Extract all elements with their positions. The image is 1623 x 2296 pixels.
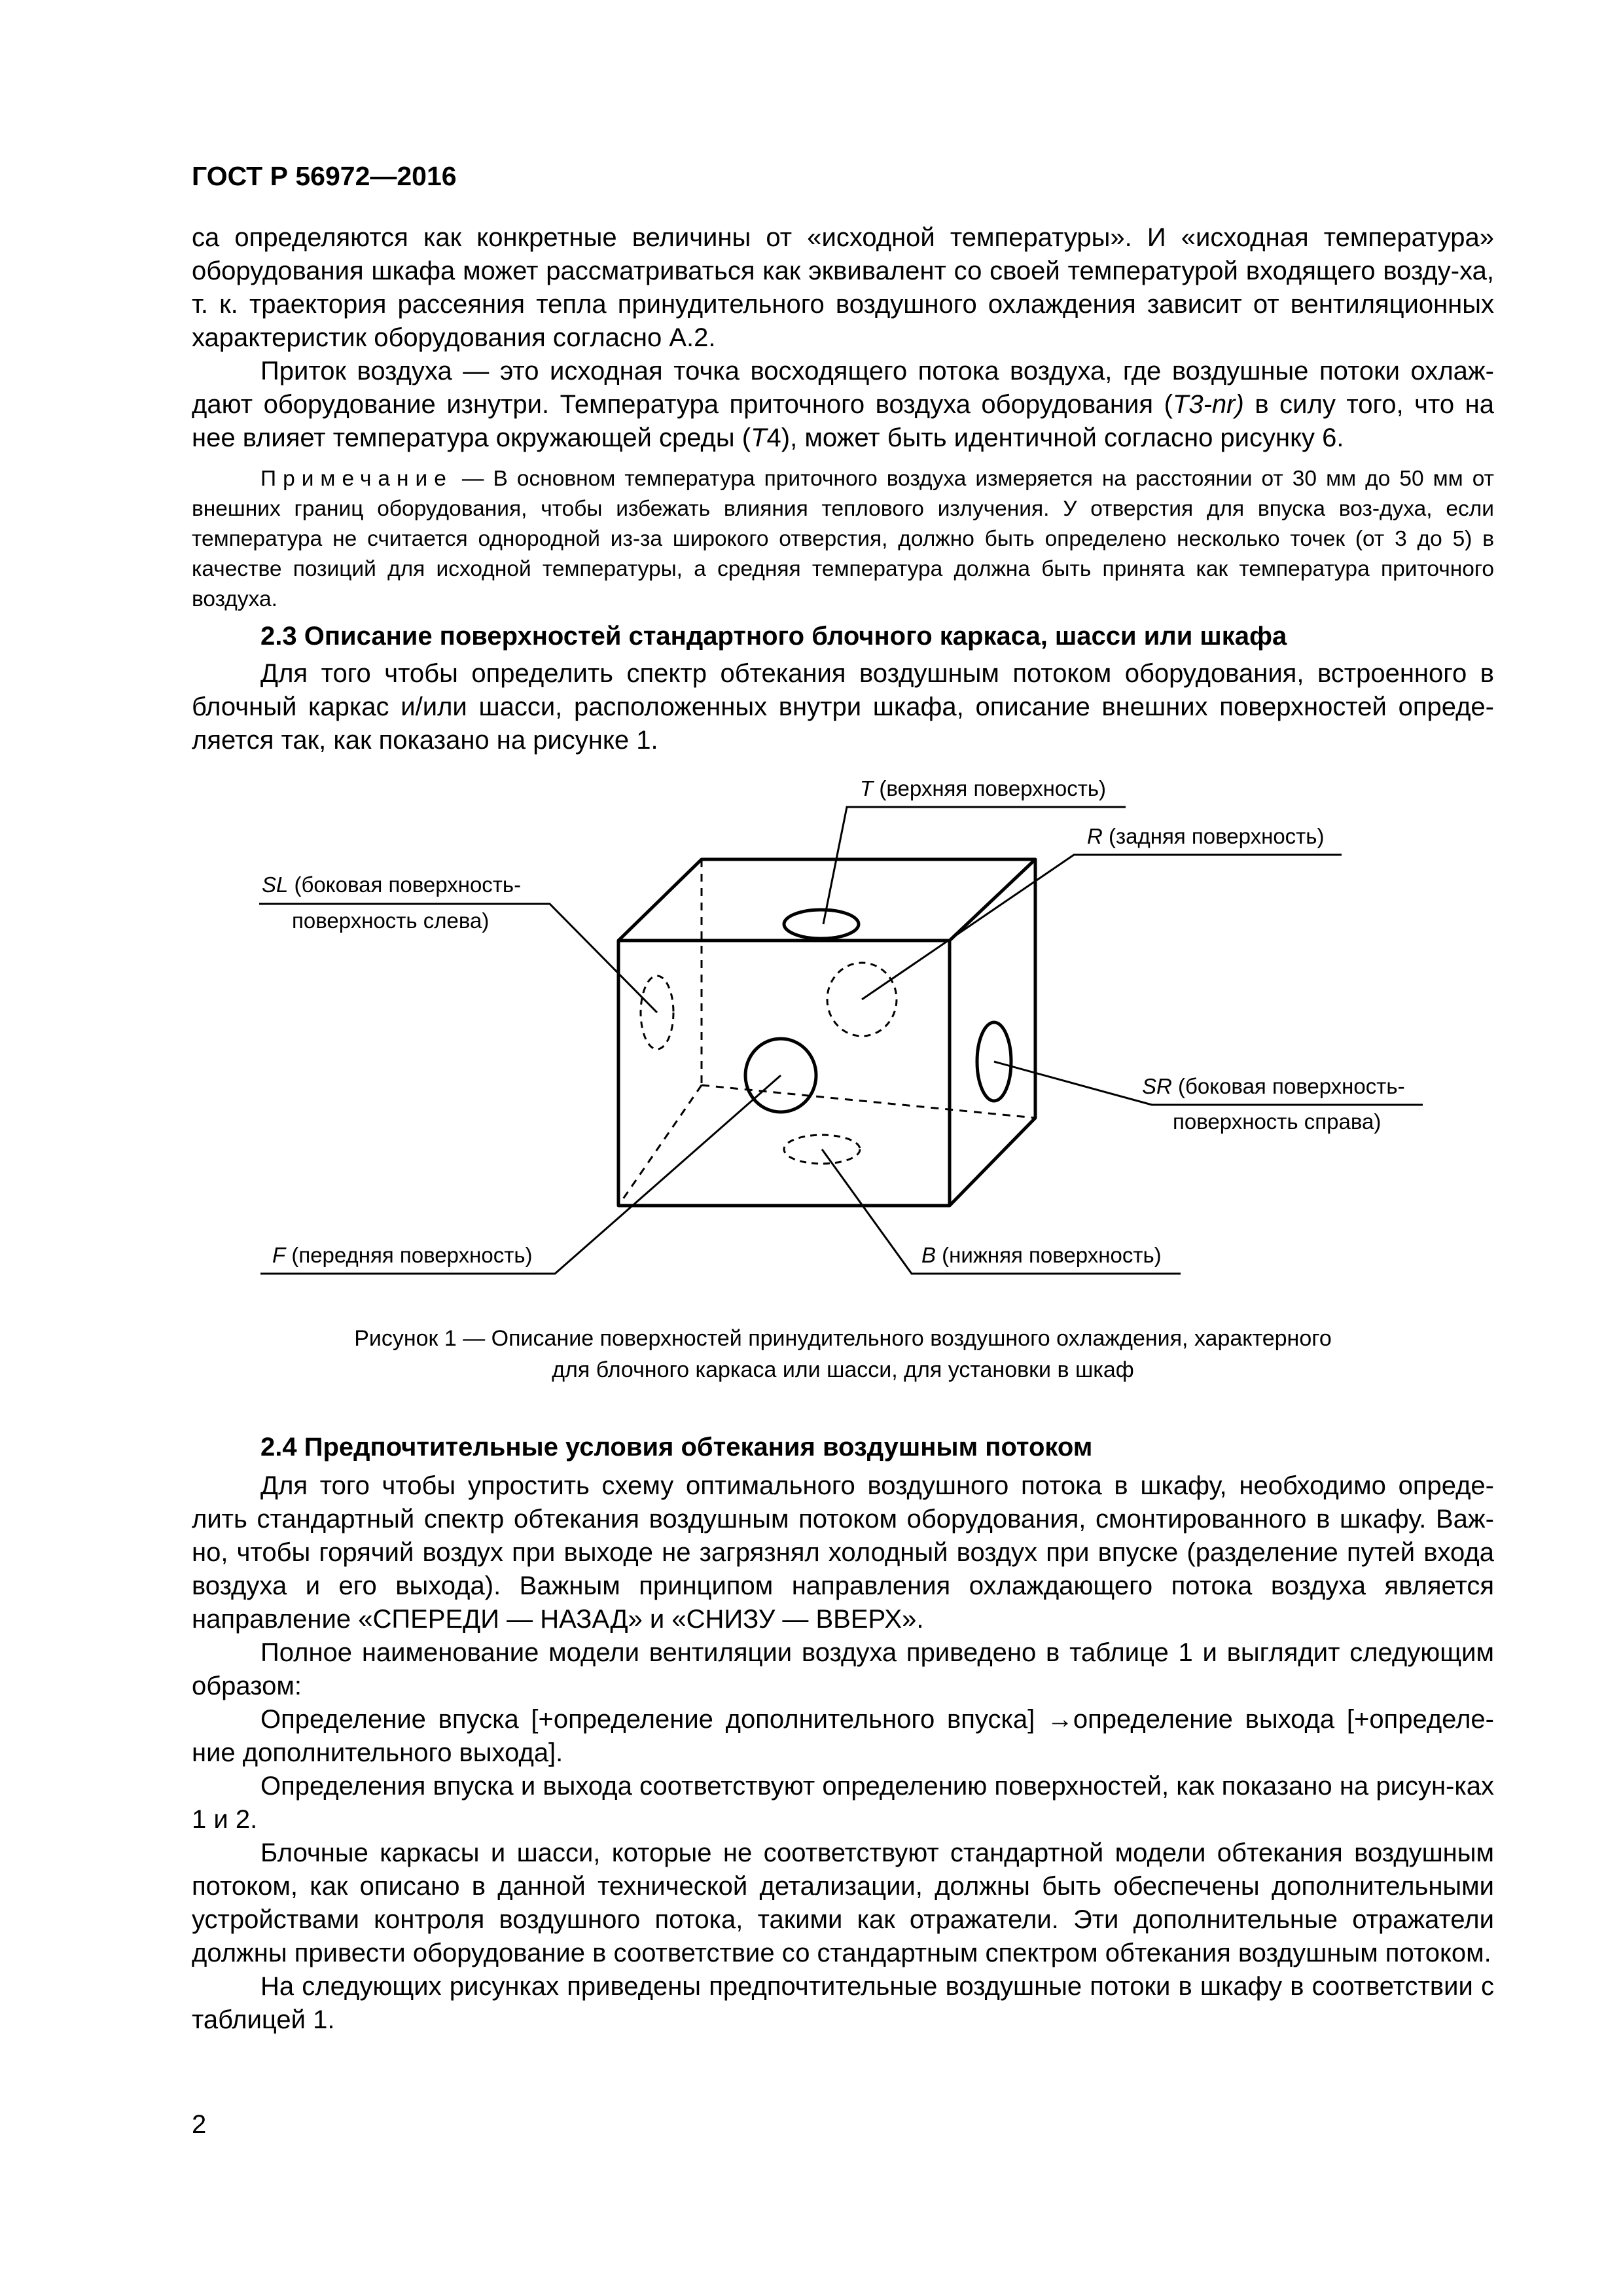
paragraph: Определения впуска и выхода соответствуют определению поверхностей, как показано на рисун-ках 1 и 2. [192,1772,1494,1834]
text-run-italic: Т3-nr) [1172,390,1244,419]
paragraph: Блочные каркасы и шасси, которые не соответствуют стандартной модели обтекания воздушным потоком, как описано в данной технической детализации, должны быть обеспечены дополнительными устройствами контроля воздушного потока, такими как отражатели. Эти дополнительные отражатели должны привести оборудование в соответствие со стандартным спектром обтекания воздушным потоком. [192,1839,1494,1967]
label-right-line1: SR (боковая поверхность- [1142,1074,1405,1098]
page-number: 2 [192,2110,207,2139]
caption-line: для блочного каркаса или шасси, для установки в шкаф [552,1357,1134,1382]
leader-rear [862,855,1342,999]
paragraph: Определение впуска [+определение дополнительного впуска] →определение выхода [+определе-ние дополнительного выхода]. [192,1705,1494,1767]
paragraph: Для того чтобы упростить схему оптимального воздушного потока в шкафу, необходимо опреде-лить стандартный спектр обтекания воздушным потоком оборудования, смонтированного в шкафу. Важ-но, чтобы горячий воздух при выходе не загрязнял холодный воздух при впуске (разделение путей входа воздуха и его выхода). Важным принципом направления охлаждающего потока воздуха является направление «СПЕРЕДИ — НАЗАД» и «СНИЗУ — ВВЕРХ». [192,1471,1494,1634]
note-text: — В основном температура приточного воздуха измеряется на расстоянии от 30 мм до 50 мм от внешних границ оборудования, чтобы избежать влияния теплового излучения. У отверстия для впуска воз-духа, если температура не считается однородной из-за широкого отверстия, должно быть определено несколько точек (от 3 до 5) в качестве позиций для исходной температуры, а средняя температура должна быть принята как температура приточного воздуха. [192,467,1494,611]
top-surface-marker [784,910,859,939]
paragraph: Для того чтобы определить спектр обтекания воздушным потоком оборудования, встроенного в блочный каркас и/или шасси, расположенных внутри шкафа, описание внешних поверхностей опреде-ляется так, как показано на рисунке 1. [192,659,1494,755]
text-run-italic: Т [751,423,767,452]
box-front-face [618,941,950,1206]
figure-caption [192,1323,1494,1386]
leader-top [823,807,1126,924]
label-bottom: B (нижняя поверхность) [921,1243,1162,1267]
label-right-line2: поверхность справа) [1173,1109,1382,1134]
label-left-line1: SL (боковая поверхность- [262,872,522,897]
note-lead: Примечание [260,467,453,491]
text-run: в силу того, что на нее влияет температура окружающей среды ( [192,390,1494,452]
caption-line: Рисунок 1 — Описание поверхностей принудительного воздушного охлаждения, характерного [354,1326,1332,1351]
label-top: T (верхняя поверхность) [860,776,1107,800]
paragraph: Полное наименование модели вентиляции воздуха приведено в таблице 1 и выглядит следующим образом: [192,1638,1494,1700]
text-run: Приток воздуха — это исходная точка восходящего потока воздуха, где воздушные потоки охлаж-дают оборудование изнутри. Температура приточного воздуха оборудования ( [192,357,1494,419]
section-heading-2-3: 2.3 Описание поверхностей стандартного блочного каркаса, шасси или шкафа [260,622,1287,651]
label-rear: R (задняя поверхность) [1087,824,1325,848]
label-left-line2: поверхность слева) [292,908,490,933]
paragraph: са определяются как конкретные величины от «исходной температуры». И «исходная температура» оборудования шкафа может рассматриваться как эквивалент со своей температурой входящего возду-ха, т. к. траектория рассеяния тепла принудительного воздушного охлаждения зависит от вентиляционных характеристик оборудования согласно А.2. [192,223,1494,352]
document-header: ГОСТ Р 56972—2016 [192,161,457,191]
section-heading-2-4: 2.4 Предпочтительные условия обтекания воздушным потоком [260,1433,1093,1462]
text-block-bottom [192,1431,1494,2037]
label-front: F (передняя поверхность) [272,1243,533,1267]
paragraph: На следующих рисунках приведены предпочтительные воздушные потоки в шкафу в соответствии с таблицей 1. [192,1972,1494,2034]
text-run: 4), может быть идентичной согласно рисунку 6. [766,423,1344,452]
box-top-face [618,859,1035,941]
hidden-edge-bottom-left [618,1085,702,1206]
